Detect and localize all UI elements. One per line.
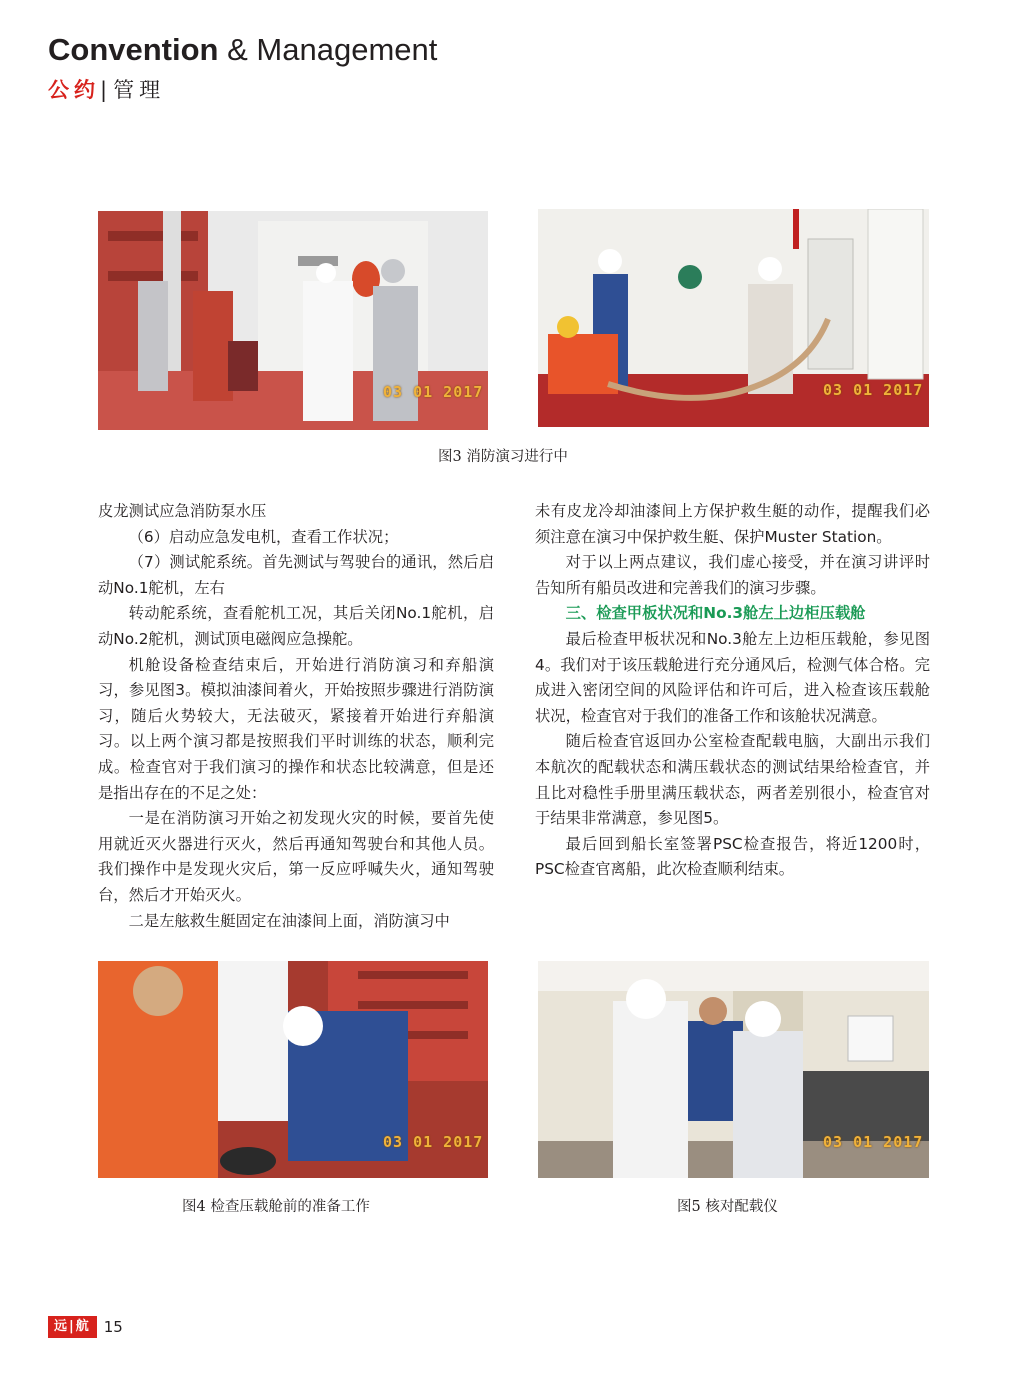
figure-4-caption: 图4 检查压载舱前的准备工作 — [182, 1199, 370, 1215]
paragraph: 随后检查官返回办公室检查配载电脑，大副出示我们本航次的配载状态和满压载状态的测试结果给检查官，并且比对稳性手册里满压载状态，两者差别很小，检查官对于结果非常满意，参见图5。 — [535, 732, 930, 828]
paragraph: 皮龙测试应急消防泵水压 — [98, 502, 267, 520]
page-number: 15 — [103, 1318, 123, 1336]
photo-date-stamp: 03 01 2017 — [823, 381, 924, 399]
magazine-header — [48, 30, 437, 104]
photo-date-stamp: 03 01 2017 — [823, 1133, 924, 1151]
section-title-cn-black: 管理 — [113, 78, 166, 102]
photo-date-stamp: 03 01 2017 — [383, 383, 484, 401]
paragraph: 机舱设备检查结束后，开始进行消防演习和弃船演习，参见图3。模拟油漆间着火，开始按照步骤进行消防演习，随后火势较大，无法破灭，紧接着开始进行弃船演习。以上两个演习都是按照我们平时训练的状态，顺利完成。检查官对于我们演习的操作和状态比较满意，但是还是指出存在的不足之处： — [98, 655, 494, 802]
figure-3-caption: 图3 消防演习进行中 — [438, 449, 568, 465]
paragraph: 一是在消防演习开始之初发现火灾的时候，要首先使用就近灭火器进行灭火，然后再通知驾驶台和其他人员。我们操作中是发现火灾后，第一反应呼喊失火，通知驾驶台，然后才开始灭火。 — [98, 809, 494, 904]
fire-drill-photo-right — [538, 209, 929, 427]
right-text-column — [535, 499, 930, 883]
section-title-separator: | — [100, 78, 108, 102]
paragraph: （7）测试舵系统。首先测试与驾驶台的通讯，然后启动No.1舵机，左右 — [98, 553, 494, 597]
paragraph: 最后回到船长室签署PSC检查报告，将近1200时，PSC检查官离船，此次检查顺利结束。 — [535, 834, 930, 879]
fire-drill-photo-left — [98, 211, 488, 430]
photo-date-stamp: 03 01 2017 — [383, 1133, 484, 1151]
paragraph: 对于以上两点建议，我们虚心接受，并在演习讲评时告知所有船员改进和完善我们的演习步骤。 — [535, 553, 930, 597]
loading-computer-photo — [538, 961, 929, 1178]
paragraph: 二是左舷救生艇固定在油漆间上面，消防演习中 — [128, 911, 450, 930]
section-heading: 三、检查甲板状况和No.3舱左上边柜压载舱 — [565, 604, 866, 623]
section-title-english — [48, 30, 437, 70]
ballast-tank-photo — [98, 961, 488, 1178]
figure-5-caption: 图5 核对配载仪 — [677, 1199, 778, 1215]
paragraph: 未有皮龙冷却油漆间上方保护救生艇的动作，提醒我们必须注意在演习中保护救生艇、保护Muster Station。 — [535, 502, 930, 546]
section-title-rest: & Management — [227, 32, 438, 67]
paragraph: 最后检查甲板状况和No.3舱左上边柜压载舱，参见图4。我们对于该压载舱进行充分通风后，检测气体合格。完成进入密闭空间的风险评估和许可后，进入检查该压载舱状况，检查官对于我们的准备工作和该舱状况满意。 — [535, 629, 930, 725]
left-text-column — [98, 499, 494, 934]
magazine-brand-badge: 远|航 — [48, 1316, 97, 1338]
section-title-chinese — [48, 76, 437, 104]
paragraph: 转动舵系统，查看舵机工况，其后关闭No.1舵机，启动No.2舵机，测试顶电磁阀应急操舵。 — [98, 604, 494, 648]
page-footer — [48, 1316, 123, 1338]
paragraph: （6）启动应急发电机，查看工作状况； — [128, 527, 399, 546]
section-title-bold: Convention — [48, 32, 219, 67]
section-title-cn-red: 公约 — [48, 78, 100, 102]
